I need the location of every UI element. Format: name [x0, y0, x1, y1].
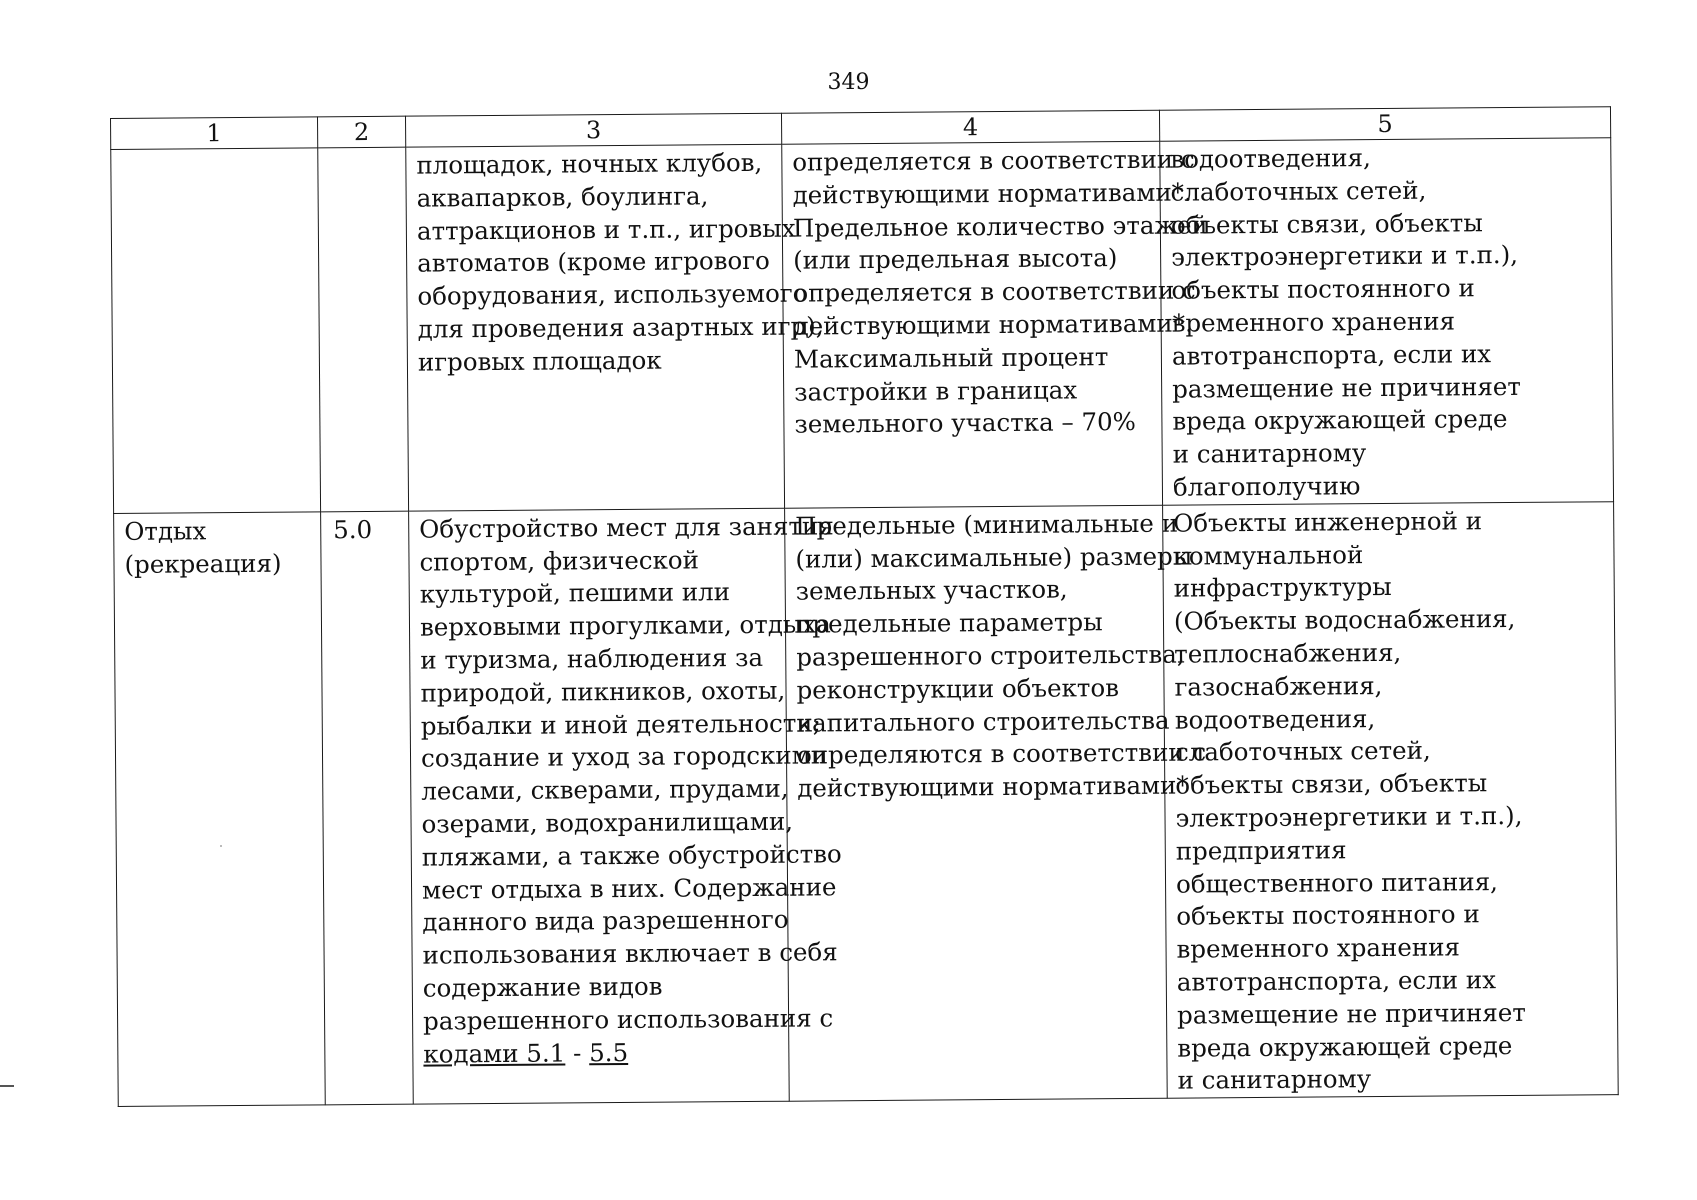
- text-line: Объекты инженерной и: [1173, 506, 1483, 538]
- text-line: и туризма, наблюдения за: [420, 642, 764, 675]
- row2-description-lines: [419, 511, 842, 1039]
- text-line: слаботочных сетей,: [1170, 175, 1427, 207]
- text-line: Максимальный процент: [793, 341, 1109, 374]
- text-line: автотранспорта, если их: [1176, 965, 1497, 997]
- text-line: автоматов (кроме игрового: [417, 246, 770, 278]
- text-line: объекты связи, объекты: [1170, 207, 1483, 240]
- text-line: временного хранения: [1176, 932, 1461, 964]
- text-line: водоотведения,: [1174, 703, 1376, 735]
- text-line: (или) максимальные) размеры: [795, 541, 1193, 574]
- text-line: электроэнергетики и т.п.),: [1171, 240, 1519, 273]
- row2-auxiliary-uses-cell: [1163, 501, 1619, 1098]
- text-line: содержание видов: [422, 971, 663, 1003]
- text-line: земельных участков,: [795, 574, 1068, 606]
- text-line: инфраструктуры: [1173, 572, 1392, 604]
- text-line: общественного питания,: [1175, 866, 1499, 899]
- text-line: временного хранения: [1171, 306, 1456, 338]
- text-line: культурой, пешими или: [419, 577, 731, 609]
- text-line: объекты постоянного и: [1171, 273, 1475, 305]
- text-line: Отдых: [124, 516, 207, 546]
- text-line: действующими нормативами*.: [793, 308, 1193, 341]
- text-line: лесами, скверами, прудами,: [421, 773, 789, 806]
- text-line: данного вида разрешенного: [422, 905, 789, 937]
- text-line: определяется в соответствии с: [792, 144, 1195, 177]
- code-link-5-5[interactable]: 5.5: [589, 1037, 629, 1067]
- text-line: газоснабжения,: [1174, 670, 1383, 702]
- text-line: верховыми прогулками, отдыха: [419, 609, 831, 642]
- text-line: природой, пикников, охоты,: [420, 675, 786, 708]
- text-line: разрешенного использования с: [422, 1003, 834, 1036]
- text-line: (Объекты водоснабжения,: [1173, 604, 1516, 636]
- text-line: размещение не причиняет: [1176, 997, 1526, 1030]
- table-row: [111, 138, 1614, 514]
- text-line: Обустройство мест для занятия: [419, 511, 834, 544]
- text-line: игровых площадок: [417, 345, 662, 377]
- text-line: для проведения азартных игр),: [417, 311, 824, 344]
- row2-parameters-cell: [785, 505, 1207, 1101]
- text-line: и санитарному: [1177, 1064, 1372, 1095]
- text-line: и санитарному: [1172, 438, 1367, 469]
- text-line: застройки в границах: [794, 374, 1078, 407]
- text-line: создание и уход за городскими: [420, 740, 828, 773]
- text-line: спортом, физической: [419, 544, 700, 577]
- text-line: вреда окружающей среде: [1177, 1030, 1513, 1063]
- text-line: действующими нормативами*: [797, 770, 1189, 803]
- text-line: коммунальной: [1173, 539, 1364, 571]
- row2-type-cell: [114, 512, 326, 1107]
- text-line: аквапарков, боулинга,: [416, 181, 709, 213]
- text-line: определяется в соответствии с: [793, 275, 1196, 308]
- text-line: рыбалки и иной деятельности;: [420, 707, 822, 741]
- text-line: (рекреация): [124, 548, 282, 579]
- text-line: теплоснабжения,: [1174, 637, 1402, 669]
- text-line: использования включает в себя: [422, 937, 838, 970]
- row1-auxiliary-uses-cell: [1160, 138, 1614, 505]
- text-line: оборудования, используемого: [417, 278, 808, 311]
- row2-description-cell: [409, 508, 842, 1104]
- text-line: действующими нормативами*.: [792, 177, 1192, 210]
- table-row: [114, 501, 1619, 1106]
- text-line: вреда окружающей среде: [1172, 404, 1508, 437]
- row1-code-cell: [318, 147, 409, 511]
- row1-parameters-cell: [782, 141, 1208, 508]
- text-line: разрешенного строительства,: [796, 639, 1185, 672]
- row1-type-cell: [111, 148, 321, 513]
- text-line: земельного участка – 70%: [794, 407, 1137, 440]
- text-line: (или предельная высота): [793, 243, 1118, 276]
- row2-codes-line: [423, 1035, 778, 1071]
- text-line: автотранспорта, если их: [1171, 338, 1492, 371]
- text-line: размещение не причиняет: [1172, 371, 1522, 404]
- text-line: Предельное количество этажей: [792, 209, 1208, 243]
- header-col-2: 2: [317, 116, 405, 148]
- text-line: определяются в соответствии с: [796, 737, 1207, 770]
- text-line: предприятия: [1175, 835, 1347, 866]
- row2-code-cell: 5.0: [321, 511, 414, 1105]
- document-sheet: [110, 106, 1619, 1107]
- header-col-3: 3: [405, 113, 781, 147]
- header-col-1: 1: [111, 117, 318, 150]
- page-number: 349: [827, 70, 870, 95]
- text-line: благополучию: [1172, 471, 1361, 502]
- text-line: аттракционов и т.п., игровых: [416, 213, 796, 246]
- scan-margin-mark: [0, 1085, 14, 1087]
- text-line: пляжами, а также обустройство: [421, 839, 842, 872]
- land-use-table: [110, 106, 1619, 1107]
- header-col-4: 4: [781, 110, 1159, 144]
- row1-description-cell: [406, 144, 824, 511]
- text-line: Предельные (минимальные и: [795, 508, 1179, 541]
- header-col-5: 5: [1159, 107, 1610, 142]
- text-line: реконструкции объектов: [796, 672, 1120, 705]
- text-line: электроэнергетики и т.п.),: [1175, 800, 1523, 833]
- text-line: объекты постоянного и: [1176, 899, 1480, 931]
- text-line: озерами, водохранилищами,: [421, 806, 794, 839]
- text-line: водоотведения,: [1170, 143, 1371, 174]
- text-line: слаботочных сетей,: [1174, 735, 1431, 767]
- text-line: мест отдыха в них. Содержание: [421, 871, 837, 905]
- text-line: площадок, ночных клубов,: [416, 147, 763, 180]
- text-line: объекты связи, объекты: [1175, 768, 1488, 800]
- text-line: капитального строительства: [796, 705, 1170, 738]
- code-link-5-1[interactable]: кодами 5.1: [423, 1037, 566, 1069]
- text-line: предельные параметры: [795, 607, 1103, 639]
- code-separator: -: [565, 1037, 590, 1067]
